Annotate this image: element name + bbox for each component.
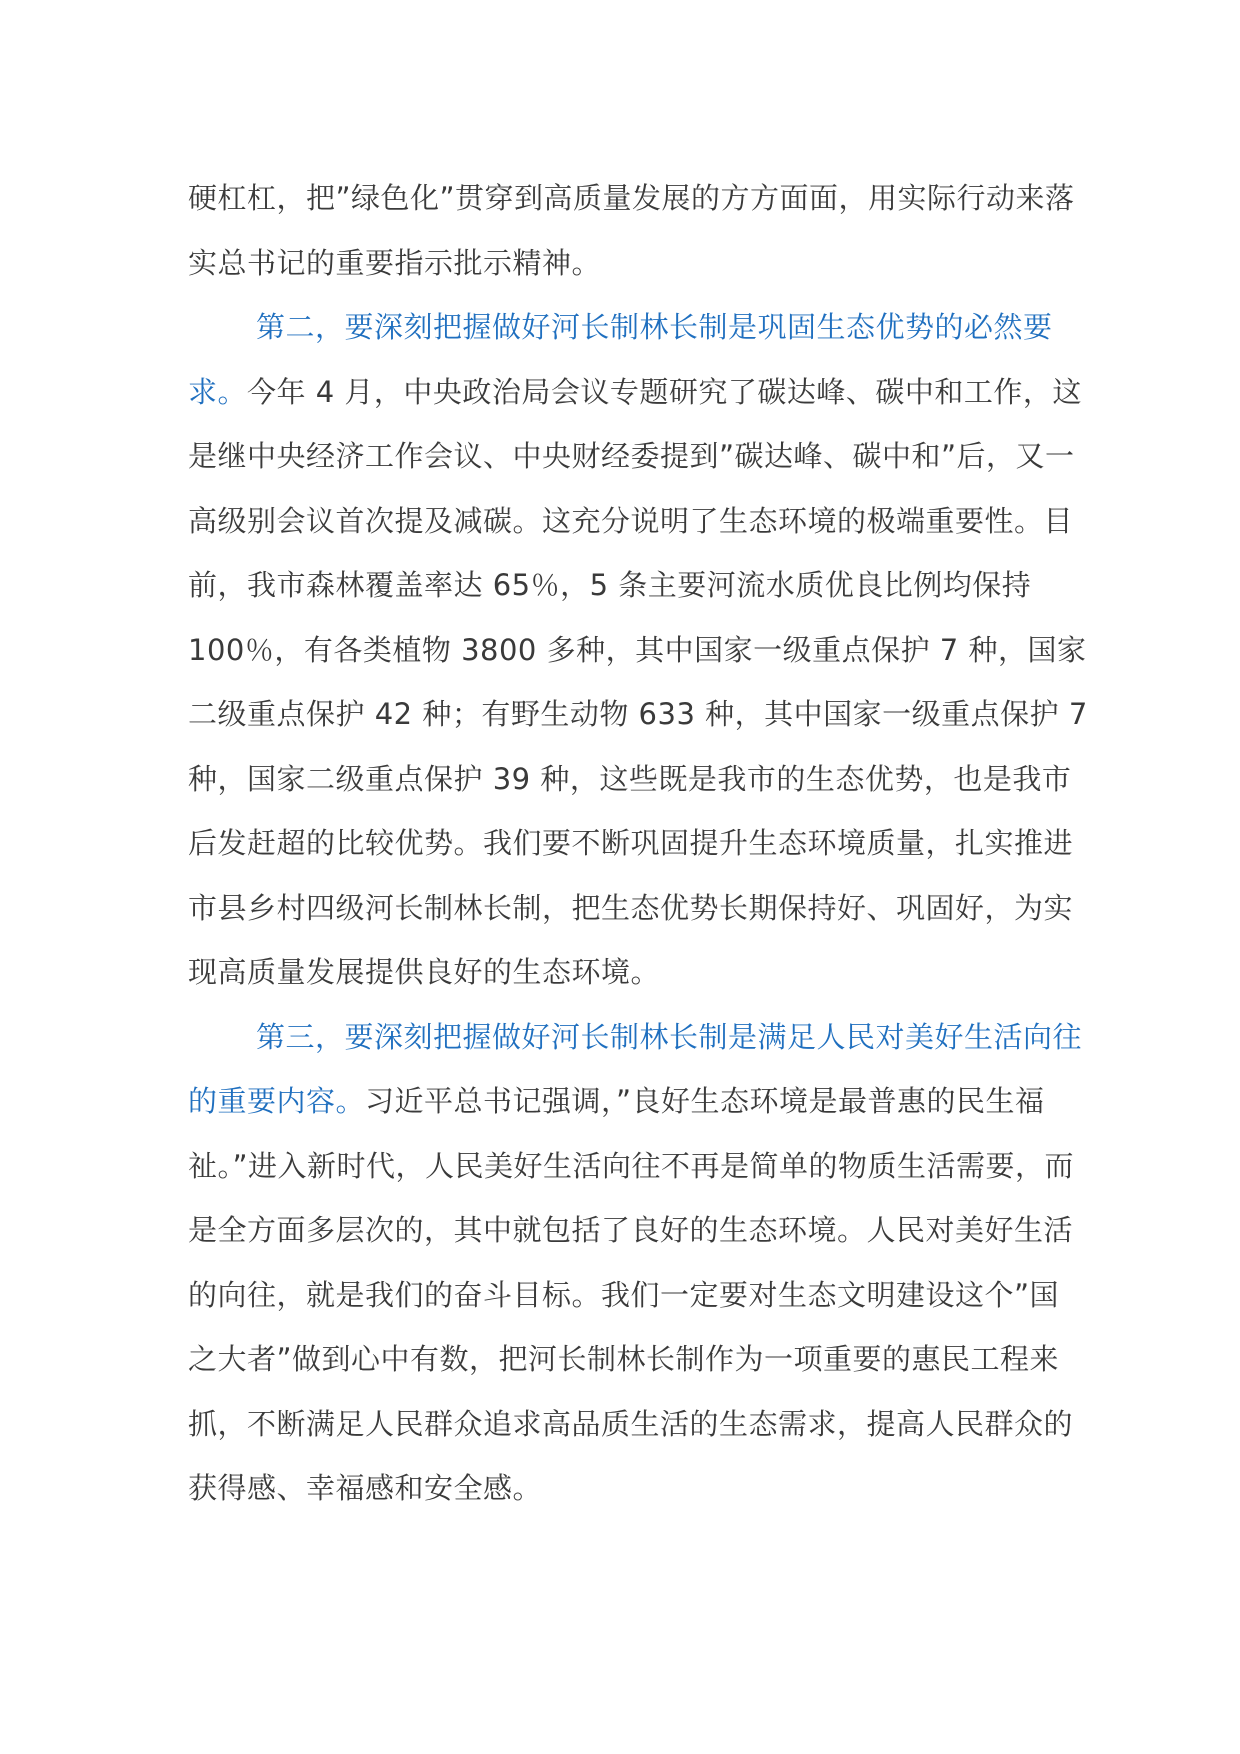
paragraph-continuation <box>188 166 1088 295</box>
paragraph-heading-second: 第二，要深刻把握做好河长制林长制是巩固生态优势的必然要求。 <box>188 310 1053 409</box>
paragraph-body-text: 习近平总书记强调，”良好生态环境是最普惠的民生福祉。”进入新时代，人民美好生活向往不再是简单的物质生活需要，而是全方面多层次的，其中就包括了良好的生态环境。人民对美好生活的向往，就是我们的奋斗目标。我们一定要对生态文明建设这个”国之大者”做到心中有数，把河长制林长制作为一项重要的惠民工程来抓，不断满足人民群众追求高品质生活的生态需求，提高人民群众的获得感、幸福感和安全感。 <box>188 1084 1075 1505</box>
document-body <box>188 166 1088 1521</box>
paragraph-second-point <box>188 295 1088 1005</box>
paragraph-third-point <box>188 1005 1088 1521</box>
paragraph-body-text: 今年 4 月，中央政治局会议专题研究了碳达峰、碳中和工作，这是继中央经济工作会议、中央财经委提到”碳达峰、碳中和”后，又一高级别会议首次提及减碳。这充分说明了生态环境的极端重要性。目前，我市森林覆盖率达 65％，5 条主要河流水质优良比例均保持 100％，有各类植物 3800 多种，其中国家一级重点保护 7 种，国家二级重点保护 42 种；有野生动物 633 种，其中国家一级重点保护 7 种，国家二级重点保护 39 种，这些既是我市的生态优势，也是我市后发赶超的比较优势。我们要不断巩固提升生态环境质量，扎实推进市县乡村四级河长制林长制，把生态优势长期保持好、巩固好，为实现高质量发展提供良好的生态环境。 <box>188 374 1088 989</box>
paragraph-heading-third: 第三，要深刻把握做好河长制林长制是满足人民对美好生活向往的重要内容。 <box>188 1019 1083 1118</box>
paragraph-body-text: 硬杠杠，把”绿色化”贯穿到高质量发展的方方面面，用实际行动来落实总书记的重要指示批示精神。 <box>188 181 1075 280</box>
